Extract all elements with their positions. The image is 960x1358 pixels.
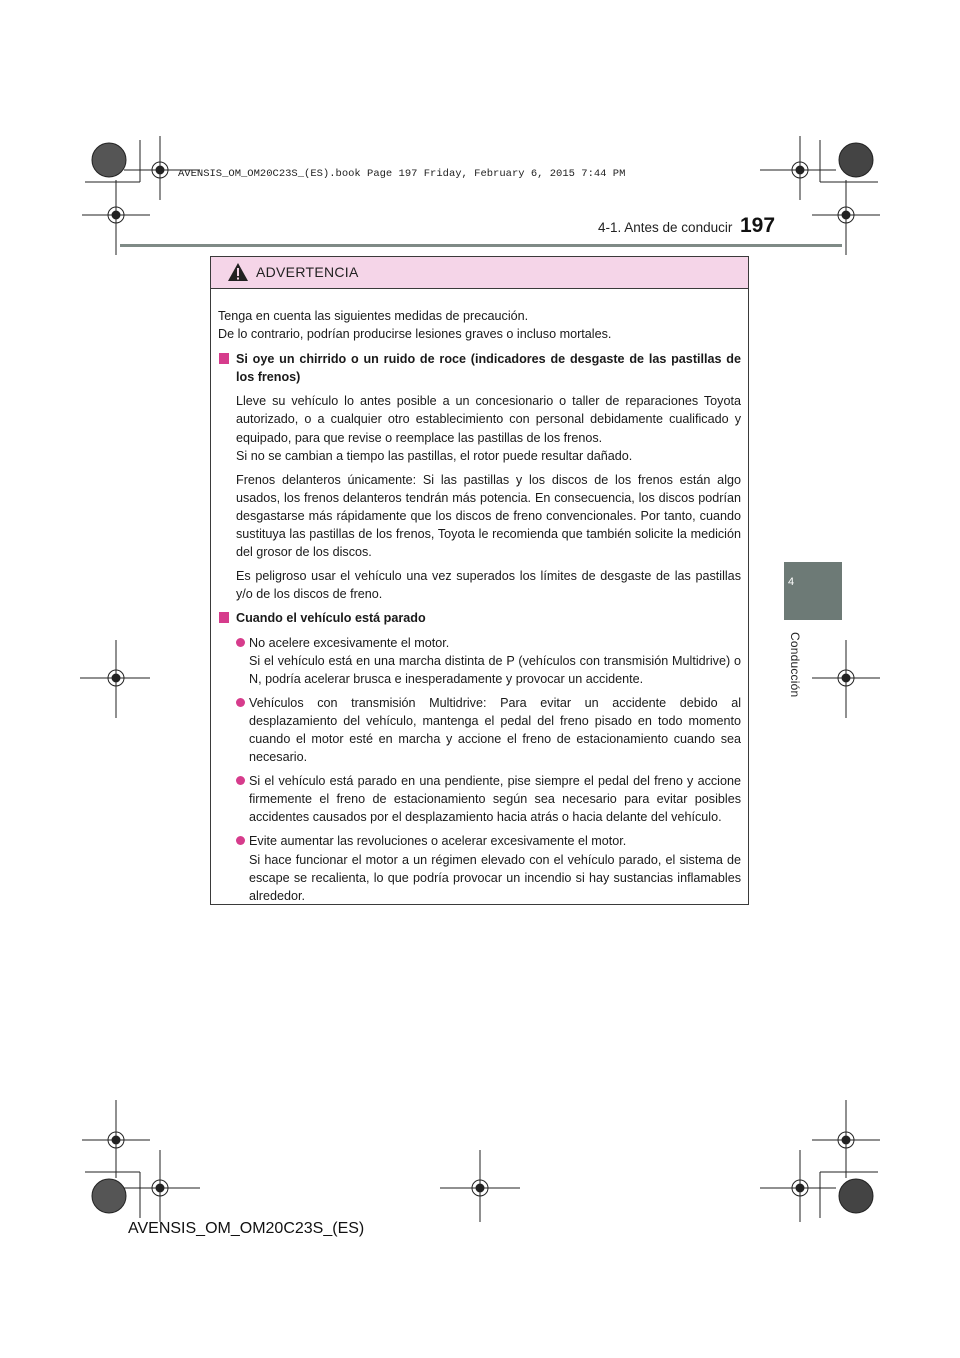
footer-document-code: AVENSIS_OM_OM20C23S_(ES) xyxy=(128,1220,365,1237)
bullet-text: No acelere excesivamente el motor. Si el vehículo está en una marcha distinta de P (vehículos con transmisión Multidrive) o N, podría acelerar brusca e inesperadamente y provocar un accidente. xyxy=(249,635,741,686)
item-heading: Si oye un chirrido o un ruido de roce (indicadores de desgaste de las pastillas de los frenos) xyxy=(236,352,741,385)
item-paragraph: Lleve su vehículo lo antes posible a un concesionario o taller de reparaciones Toyota autorizado, o a cualquier otro establecimiento con personal debidamente cualificado y equipado, para que revise o reemplace las pastillas de los frenos. Si no se cambian a tiempo las pastillas, el rotor puede resultar dañado. xyxy=(236,394,741,463)
dot-bullet-icon xyxy=(236,698,245,707)
bullet-item xyxy=(236,772,741,826)
warning-title: ADVERTENCIA xyxy=(256,264,359,280)
warning-intro: Tenga en cuenta las siguientes medidas de precaución. De lo contrario, podrían producirse lesiones graves o incluso mortales. xyxy=(218,309,612,342)
section-title: 4-1. Antes de conducir xyxy=(598,220,733,235)
print-header: AVENSIS_OM_OM20C23S_(ES).book Page 197 Friday, February 6, 2015 7:44 PM xyxy=(178,168,626,180)
item-heading: Cuando el vehículo está parado xyxy=(236,611,426,626)
dot-bullet-icon xyxy=(236,836,245,845)
item-paragraph: Es peligroso usar el vehículo una vez superados los límites de desgaste de las pastillas y/o de los discos de freno. xyxy=(236,569,741,602)
chapter-tab xyxy=(784,562,842,620)
bullet-text: Vehículos con transmisión Multidrive: Para evitar un accidente debido al desplazamiento del vehículo, mantenga el pedal del freno pisado en todo momento cuando el motor esté en marcha y accione el freno de estacionamiento cuando sea necesario. xyxy=(249,695,741,765)
bullet-item xyxy=(236,694,741,766)
square-bullet-icon xyxy=(219,353,229,364)
warning-body xyxy=(211,289,748,905)
warning-item-brake-noise xyxy=(218,350,741,603)
item-paragraph: Frenos delanteros únicamente: Si las pastillas y los discos de los frenos están algo usados, los frenos delanteros tendrán más potencia. En consecuencia, los discos podrían desgastarse más rápidamente que los discos de freno convencionales. Por tanto, cuando sustituya las pastillas de los frenos, Toyota le recomienda que también solicite la medición del grosor de los discos. xyxy=(236,472,741,560)
chapter-number: 4 xyxy=(788,576,795,588)
chapter-title: Conducción xyxy=(788,632,802,698)
warning-box xyxy=(210,256,749,905)
header-rule xyxy=(120,244,842,247)
bullet-item xyxy=(236,634,741,688)
bullet-text: Evite aumentar las revoluciones o acelerar excesivamente el motor. Si hace funcionar el motor a un régimen elevado con el vehículo parado, el sistema de escape se recalienta, lo que podría provocar un incendio si hay sustancias inflamables alrededor. xyxy=(249,834,741,903)
dot-bullet-icon xyxy=(236,776,245,785)
dot-bullet-icon xyxy=(236,638,245,647)
warning-triangle-icon xyxy=(227,262,249,282)
bullet-text: Si el vehículo está parado en una pendiente, pise siempre el pedal del freno y accione firmemente el freno de estacionamiento según sea necesario para evitar posibles accidentes causados por el desplazamiento hacia atrás o hacia delante del vehículo. xyxy=(249,774,741,825)
warning-item-vehicle-stopped xyxy=(218,609,741,904)
square-bullet-icon xyxy=(219,612,229,623)
warning-header xyxy=(211,257,748,289)
bullet-item xyxy=(236,832,741,904)
page-number: 197 xyxy=(740,214,776,237)
